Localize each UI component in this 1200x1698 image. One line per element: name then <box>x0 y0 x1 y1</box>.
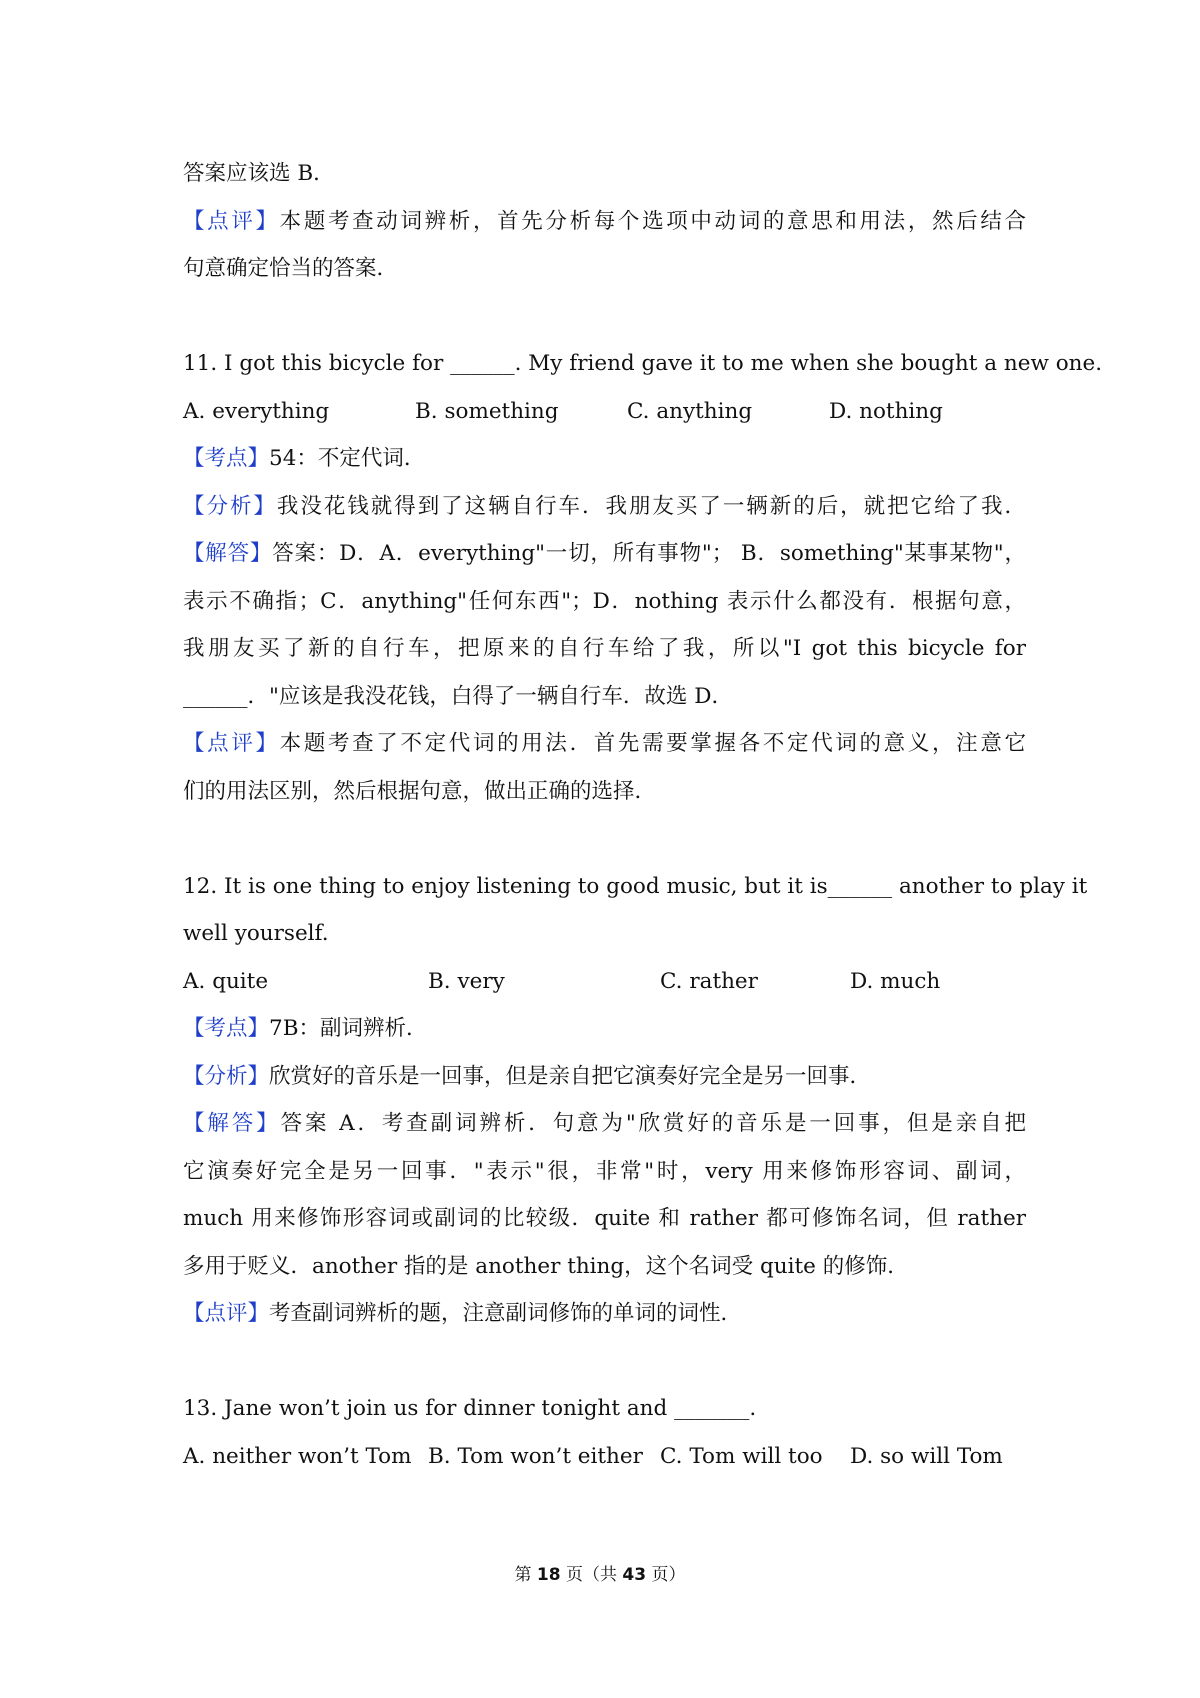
key-point-tag: 【考点】 <box>183 1016 270 1041</box>
solution-line: ______．"应该是我没花钱，白得了一辆自行车．故选 D． <box>183 683 733 709</box>
page-footer: 第 18 页（共 43 页） <box>514 1565 686 1585</box>
key-point-line: 【考点】54：不定代词． <box>183 446 426 471</box>
option-c: C. anything <box>627 398 753 424</box>
key-point-line: 【考点】7B：副词辨析． <box>183 1016 428 1041</box>
comment-line: 们的用法区别，然后根据句意，做出正确的选择． <box>183 778 657 804</box>
question-12-options <box>183 958 1026 1006</box>
option-b: B. very <box>428 968 505 994</box>
comment-line: 【点评】本题考查了不定代词的用法．首先需要掌握各不定代词的意义，注意它 <box>183 731 1026 756</box>
solution-line: 【解答】答案 A．考查副词辨析．句意为"欣赏好的音乐是一回事，但是亲自把 <box>183 1111 1026 1136</box>
solution-line: 多用于贬义．another 指的是 another thing，这个名词受 quite 的修饰． <box>183 1253 909 1279</box>
key-point-tag: 【考点】 <box>183 446 270 471</box>
option-d: D. so will Tom <box>850 1443 1003 1469</box>
option-c: C. rather <box>660 968 758 994</box>
comment-line: 【点评】本题考查动词辨析，首先分析每个选项中动词的意思和用法，然后结合 <box>183 208 1026 234</box>
question-11-options <box>183 388 1026 436</box>
option-c: C. Tom will too <box>660 1443 823 1469</box>
comment-line: 【点评】考查副词辨析的题，注意副词修饰的单词的词性． <box>183 1301 743 1326</box>
option-a: A. neither won’t Tom <box>183 1443 412 1469</box>
comment-tag: 【点评】 <box>183 1301 270 1326</box>
solution-line: 它演奏好完全是另一回事．"表示"很，非常"时，very 用来修饰形容词、副词， <box>183 1158 1026 1184</box>
comment-tag: 【点评】 <box>183 731 280 756</box>
solution-tag: 【解答】 <box>183 1111 281 1136</box>
question-12-stem: 12. It is one thing to enjoy listening to good music, but it is______ another to play it <box>183 873 1088 899</box>
option-d: D. nothing <box>829 398 943 424</box>
question-12-stem: well yourself. <box>183 921 329 946</box>
total-pages: 43 <box>622 1565 647 1585</box>
analysis-tag: 【分析】 <box>183 1063 270 1089</box>
option-a: A. everything <box>183 398 330 424</box>
option-d: D. much <box>850 968 941 994</box>
option-b: B. something <box>415 398 559 424</box>
question-13-options <box>183 1433 1026 1481</box>
solution-line: 【解答】答案：D．A．everything"一切，所有事物"； B．something"某事某物"， <box>183 541 1026 566</box>
question-13-stem: 13. Jane won’t join us for dinner tonight and _______. <box>183 1396 757 1421</box>
question-11-stem: 11. I got this bicycle for ______. My friend gave it to me when she bought a new one. <box>183 351 1103 376</box>
document-page <box>183 150 1103 1480</box>
analysis-line: 【分析】我没花钱就得到了这辆自行车．我朋友买了一辆新的后，就把它给了我． <box>183 493 1026 519</box>
page-number: 18 <box>536 1565 561 1585</box>
answer-conclusion: 答案应该选 B． <box>183 161 335 186</box>
option-b: B. Tom won’t either <box>428 1443 643 1469</box>
solution-line: 表示不确指；C．anything"任何东西"；D．nothing 表示什么都没有．根据句意， <box>183 588 1026 614</box>
solution-line: 我朋友买了新的自行车，把原来的自行车给了我，所以"I got this bicycle for <box>183 636 1026 661</box>
solution-tag: 【解答】 <box>183 541 273 566</box>
analysis-line: 【分析】欣赏好的音乐是一回事，但是亲自把它演奏好完全是另一回事． <box>183 1063 872 1089</box>
option-a: A. quite <box>183 968 269 994</box>
comment-line: 句意确定恰当的答案． <box>183 256 399 281</box>
comment-tag: 【点评】 <box>183 208 280 234</box>
solution-line: much 用来修饰形容词或副词的比较级．quite 和 rather 都可修饰名词，但 rather <box>183 1206 1026 1231</box>
analysis-tag: 【分析】 <box>183 493 277 519</box>
